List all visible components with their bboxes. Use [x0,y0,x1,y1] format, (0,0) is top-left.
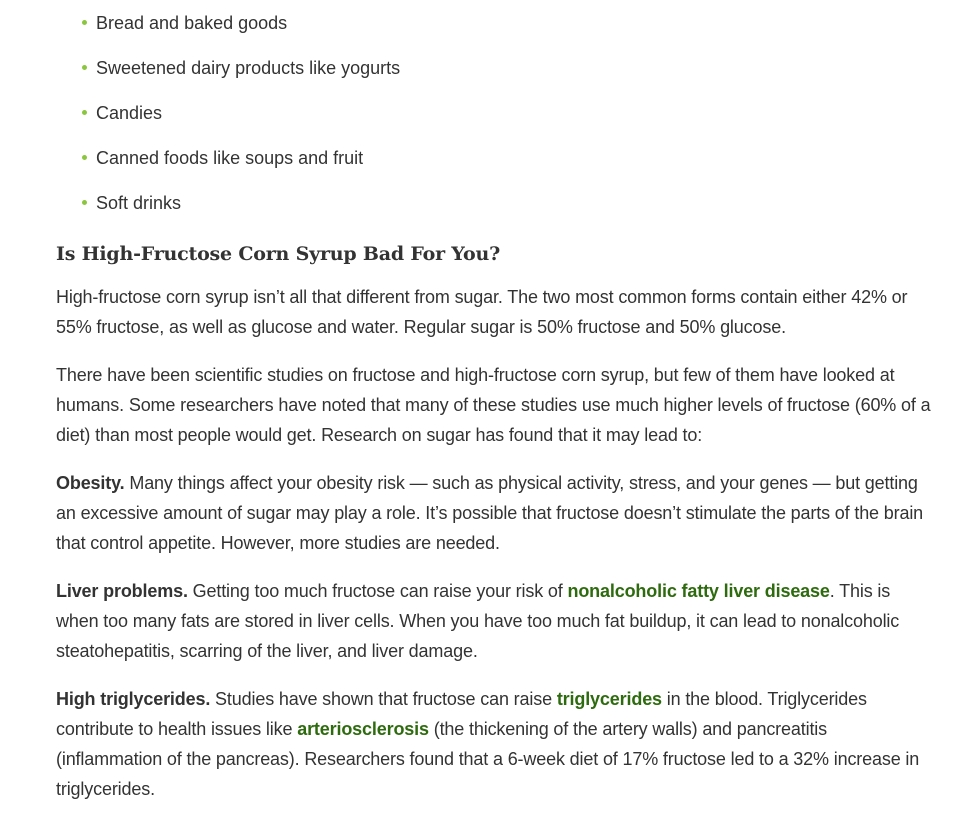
obesity-text: Many things affect your obesity risk — such as physical activity, stress, and your genes — but getting an excessive amount of sugar may play a role. It’s possible that fructose doesn’t stimulate the parts of the brain that control appetite. However, more studies are needed. [56,473,924,553]
liver-text-before: Getting too much fructose can raise your risk of [187,581,568,601]
triglycerides-text-3: (the thickening of the artery walls) and pancreatitis (inflammation of the pancreas). Researchers found that a 6-week diet of 17% fructose led to a 32% increase in triglycerides. [56,719,920,799]
arteriosclerosis-link[interactable]: arteriosclerosis [297,719,429,739]
list-item [56,143,936,188]
article-body [56,0,936,799]
liver-text-after: . This is when too many fats are stored in liver cells. When you have too much fat buildup, it can lead to nonalcoholic steatohepatitis, scarring of the liver, and liver damage. [56,581,900,661]
list-item [56,98,936,143]
paragraph-sugar-comparison: High-fructose corn syrup isn’t all that different from sugar. The two most common forms contain either 42% or 55% fructose, as well as glucose and water. Regular sugar is 50% fructose and 50% glucose. [56,287,908,337]
triglycerides-text-2: in the blood. Triglycerides contribute to health issues like [56,689,867,739]
triglycerides-text-1: Studies have shown that fructose can raise [210,689,557,709]
paragraphs [56,282,936,822]
obesity-label: Obesity. [56,473,125,493]
paragraph-studies: There have been scientific studies on fructose and high-fructose corn syrup, but few of them have looked at humans. Some researchers have noted that many of these studies use much higher levels of fructose (60% of a diet) than most people would get. Research on sugar has found that it may lead to: [56,365,931,445]
liver-label: Liver problems. [56,581,188,601]
triglycerides-label: High triglycerides. [56,689,211,709]
list-item-text: Sweetened dairy products like yogurts [96,58,401,78]
paragraph-triglycerides [56,684,936,804]
list-item-text: Candies [96,103,163,123]
list-item-text: Canned foods like soups and fruit [96,148,364,168]
list-item-text: Soft drinks [96,193,182,213]
paragraph-liver [56,576,936,666]
bullet-icon [82,110,87,115]
list-item [56,53,936,98]
paragraph-obesity [56,468,936,558]
list-item [56,8,936,53]
section-heading: Is High-Fructose Corn Syrup Bad For You? [56,243,501,265]
list-item [56,188,936,233]
bullet-icon [82,200,87,205]
bullet-icon [82,155,87,160]
bullet-icon [82,20,87,25]
triglycerides-link[interactable]: triglycerides [556,689,662,709]
list-item-text: Bread and baked goods [96,13,288,33]
fatty-liver-link[interactable]: nonalcoholic fatty liver disease [567,581,830,601]
food-list [56,8,936,233]
bullet-icon [82,65,87,70]
